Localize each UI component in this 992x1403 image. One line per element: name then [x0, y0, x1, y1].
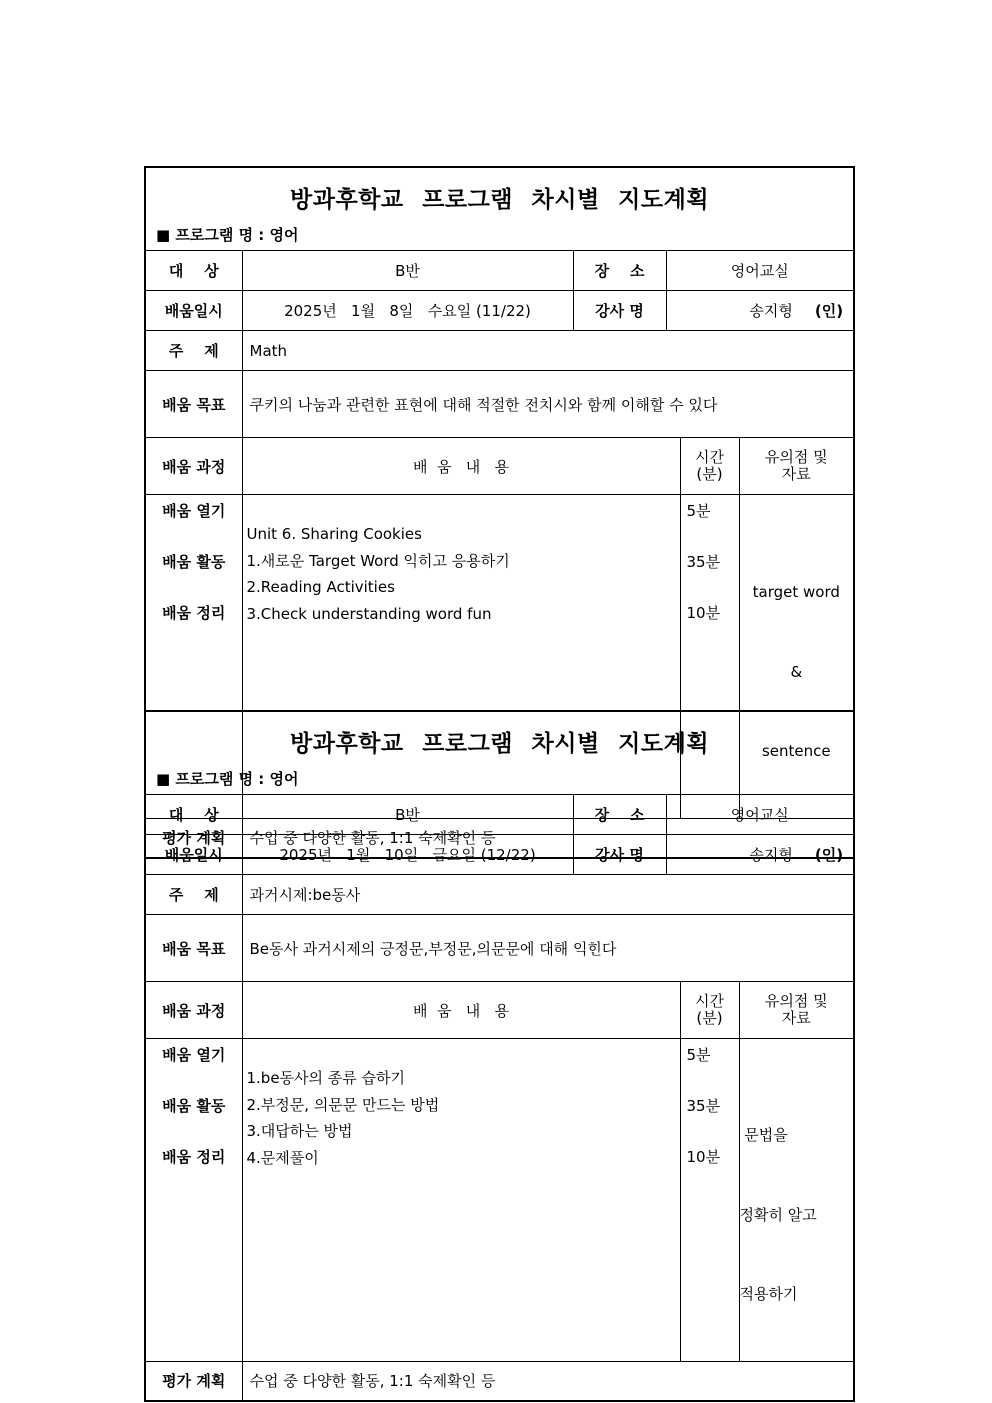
eval-label: 평가 계획 [145, 818, 242, 858]
document-title: 방과후학교 프로그램 차시별 지도계획 [290, 186, 710, 213]
teacher-label: 강사 명 [573, 835, 666, 875]
process-header: 배움 과정 [145, 982, 242, 1039]
content-line: 2.부정문, 의문문 만드는 방법 [246, 1095, 440, 1114]
process-header: 배움 과정 [145, 438, 242, 495]
time-value: 5분 [686, 1046, 711, 1064]
time-header-line-1: 시간 [695, 448, 724, 466]
content-line: 4.문제풀이 [246, 1148, 319, 1167]
stage-label: 배움 정리 [162, 1148, 226, 1166]
content-header: 배 움 내 용 [242, 438, 680, 495]
program-name-line: ■ 프로그램 명 : 영어 [156, 226, 299, 244]
time-value: 10분 [686, 604, 721, 622]
teacher-value: 송지형 [749, 846, 793, 864]
notes-line: 문법을 [739, 1126, 788, 1144]
eval-value: 수업 중 다양한 활동, 1:1 숙제확인 등 [242, 1361, 854, 1401]
eval-value: 수업 중 다양한 활동, 1:1 숙제확인 등 [242, 818, 854, 858]
notes-cell [739, 1039, 854, 1362]
place-label: 장 소 [573, 251, 666, 291]
time-header [680, 982, 739, 1039]
title-block [145, 167, 854, 251]
notes-header-line-2: 자료 [781, 465, 811, 483]
content-cell [242, 1039, 680, 1362]
target-label: 대 상 [145, 251, 242, 291]
target-value: B반 [242, 795, 573, 835]
notes-line: & [790, 662, 803, 681]
time-header-line-2: (분) [696, 465, 723, 483]
time-value: 5분 [686, 502, 711, 520]
notes-line: 적용하기 [739, 1285, 798, 1303]
seal-label: (인) [814, 846, 844, 864]
date-value: 2025년 1월 8일 수요일 (11/22) [242, 291, 573, 331]
content-line: 1.새로운 Target Word 익히고 응용하기 [246, 551, 510, 570]
notes-line: sentence [761, 742, 831, 760]
stage-label: 배움 정리 [162, 604, 226, 622]
lesson-plan-table-2 [144, 710, 855, 1402]
time-header-line-1: 시간 [695, 992, 724, 1010]
stage-label: 배움 활동 [162, 553, 226, 571]
program-name-line: ■ 프로그램 명 : 영어 [156, 770, 299, 788]
stage-label: 배움 활동 [162, 1097, 226, 1115]
target-label: 대 상 [145, 795, 242, 835]
eval-label: 평가 계획 [145, 1361, 242, 1401]
title-block [145, 711, 854, 795]
notes-header-line-2: 자료 [781, 1009, 811, 1027]
time-header-line-2: (분) [696, 1009, 723, 1027]
topic-label: 주 제 [145, 875, 242, 915]
content-line: 2.Reading Activities [246, 578, 395, 596]
content-line: 1.be동사의 종류 습하기 [246, 1069, 406, 1087]
place-label: 장 소 [573, 795, 666, 835]
teacher-label: 강사 명 [573, 291, 666, 331]
notes-header-line-1: 유의점 및 [764, 448, 828, 466]
content-header: 배 움 내 용 [242, 982, 680, 1039]
teacher-cell [666, 835, 854, 875]
notes-header-line-1: 유의점 및 [764, 992, 828, 1010]
time-value: 35분 [686, 553, 721, 571]
time-header [680, 438, 739, 495]
place-value: 영어교실 [666, 251, 854, 291]
document-title: 방과후학교 프로그램 차시별 지도계획 [290, 730, 710, 757]
date-value: 2025년 1월 10일 금요일 (12/22) [242, 835, 573, 875]
time-cell [680, 1039, 739, 1362]
content-line: Unit 6. Sharing Cookies [246, 525, 422, 543]
goal-label: 배움 목표 [145, 371, 242, 438]
teacher-cell [666, 291, 854, 331]
topic-label: 주 제 [145, 331, 242, 371]
topic-value: Math [242, 331, 854, 371]
content-line: 3.Check understanding word fun [246, 604, 492, 623]
seal-label: (인) [814, 302, 844, 320]
time-value: 10분 [686, 1148, 721, 1166]
notes-line: target word [752, 583, 840, 601]
goal-label: 배움 목표 [145, 915, 242, 982]
goal-value: Be동사 과거시제의 긍정문,부정문,의문문에 대해 익힌다 [242, 915, 854, 982]
stage-label: 배움 열기 [162, 502, 226, 520]
notes-line: 정확히 알고 [739, 1205, 817, 1224]
teacher-value: 송지형 [749, 302, 793, 320]
notes-header [739, 438, 854, 495]
topic-value: 과거시제:be동사 [242, 875, 854, 915]
stage-cell [145, 1039, 242, 1362]
goal-value: 쿠키의 나눔과 관련한 표현에 대해 적절한 전치시와 함께 이해할 수 있다 [242, 371, 854, 438]
stage-label: 배움 열기 [162, 1046, 226, 1064]
place-value: 영어교실 [666, 795, 854, 835]
notes-header [739, 982, 854, 1039]
time-value: 35분 [686, 1097, 721, 1115]
date-label: 배움일시 [145, 835, 242, 875]
date-label: 배움일시 [145, 291, 242, 331]
target-value: B반 [242, 251, 573, 291]
content-line: 3.대답하는 방법 [246, 1122, 353, 1140]
